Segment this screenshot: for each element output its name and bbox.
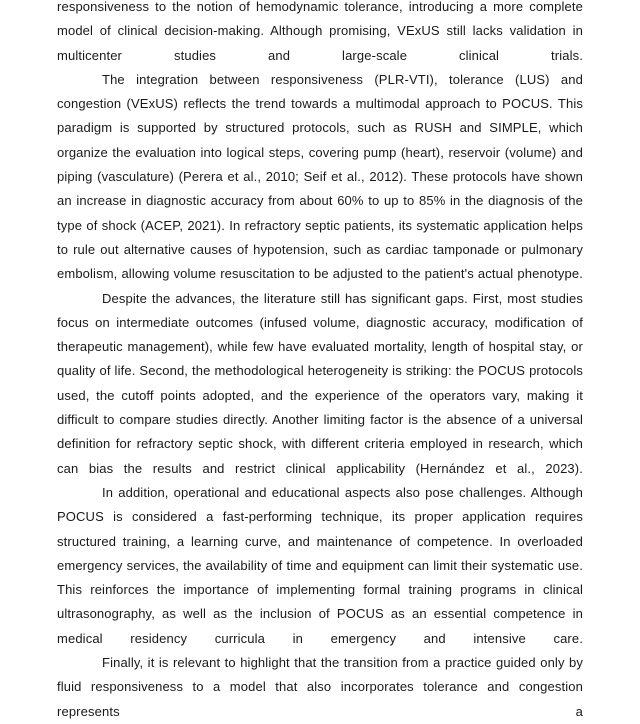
paragraph-operational-educational: In addition, operational and educational aspects also pose challenges. Although POCUS is considered a fast-performing technique, its proper application requires structured training, a learning curve, and maintenance of competence. In overloaded emergency services, the availability of time and equipment can limit their systematic use. This reinforces the importance of implementing formal training programs in clinical ultrasonography, as well as the inclusion of POCUS as an essential competence in medical residency curricula in emergency and intensive care. <box>57 484 583 646</box>
paragraph-multimodal-pocus: The integration between responsiveness (PLR-VTI), tolerance (LUS) and congestion (VExUS) reflects the trend towards a multimodal approach to POCUS. This paradigm is supported by structured protocols, such as RUSH and SIMPLE, which organize the evaluation into logical steps, covering pump (heart), reservoir (volume) and piping (vasculature) (Perera et al., 2010; Seif et al., 2012). These protocols have shown an increase in diagnostic accuracy from about 60% to up to 85% in the diagnosis of the type of shock (ACEP, 2021). In refractory septic patients, its systematic application helps to rule out alternative causes of hypotension, such as cardiac tamponade or pulmonary embolism, allowing volume resuscitation to be adjusted to the patient's actual phenotype. <box>57 71 583 282</box>
paragraph-finally-transition: Finally, it is relevant to highlight that the transition from a practice guided only by fluid responsiveness to a model that also incorporates tolerance and congestion represents a <box>57 655 583 719</box>
paragraph-vexus-validation: responsiveness to the notion of hemodynamic tolerance, introducing a more complete model of clinical decision-making. Although promising, VExUS still lacks validation in multicenter studies and large-scale clinical trials. <box>57 0 583 63</box>
paragraph-literature-gaps: Despite the advances, the literature still has significant gaps. First, most studies focus on intermediate outcomes (infused volume, diagnostic accuracy, modification of therapeutic management), while few have evaluated mortality, length of hospital stay, or quality of life. Second, the methodological heterogeneity is striking: the POCUS protocols used, the cutoff points adopted, and the experience of the operators vary, making it difficult to compare studies directly. Another limiting factor is the absence of a universal definition for refractory septic shock, with different criteria employed in research, which can bias the results and restrict clinical applicability (Hernández et al., 2023). <box>57 290 583 476</box>
body-text-column <box>57 0 583 724</box>
